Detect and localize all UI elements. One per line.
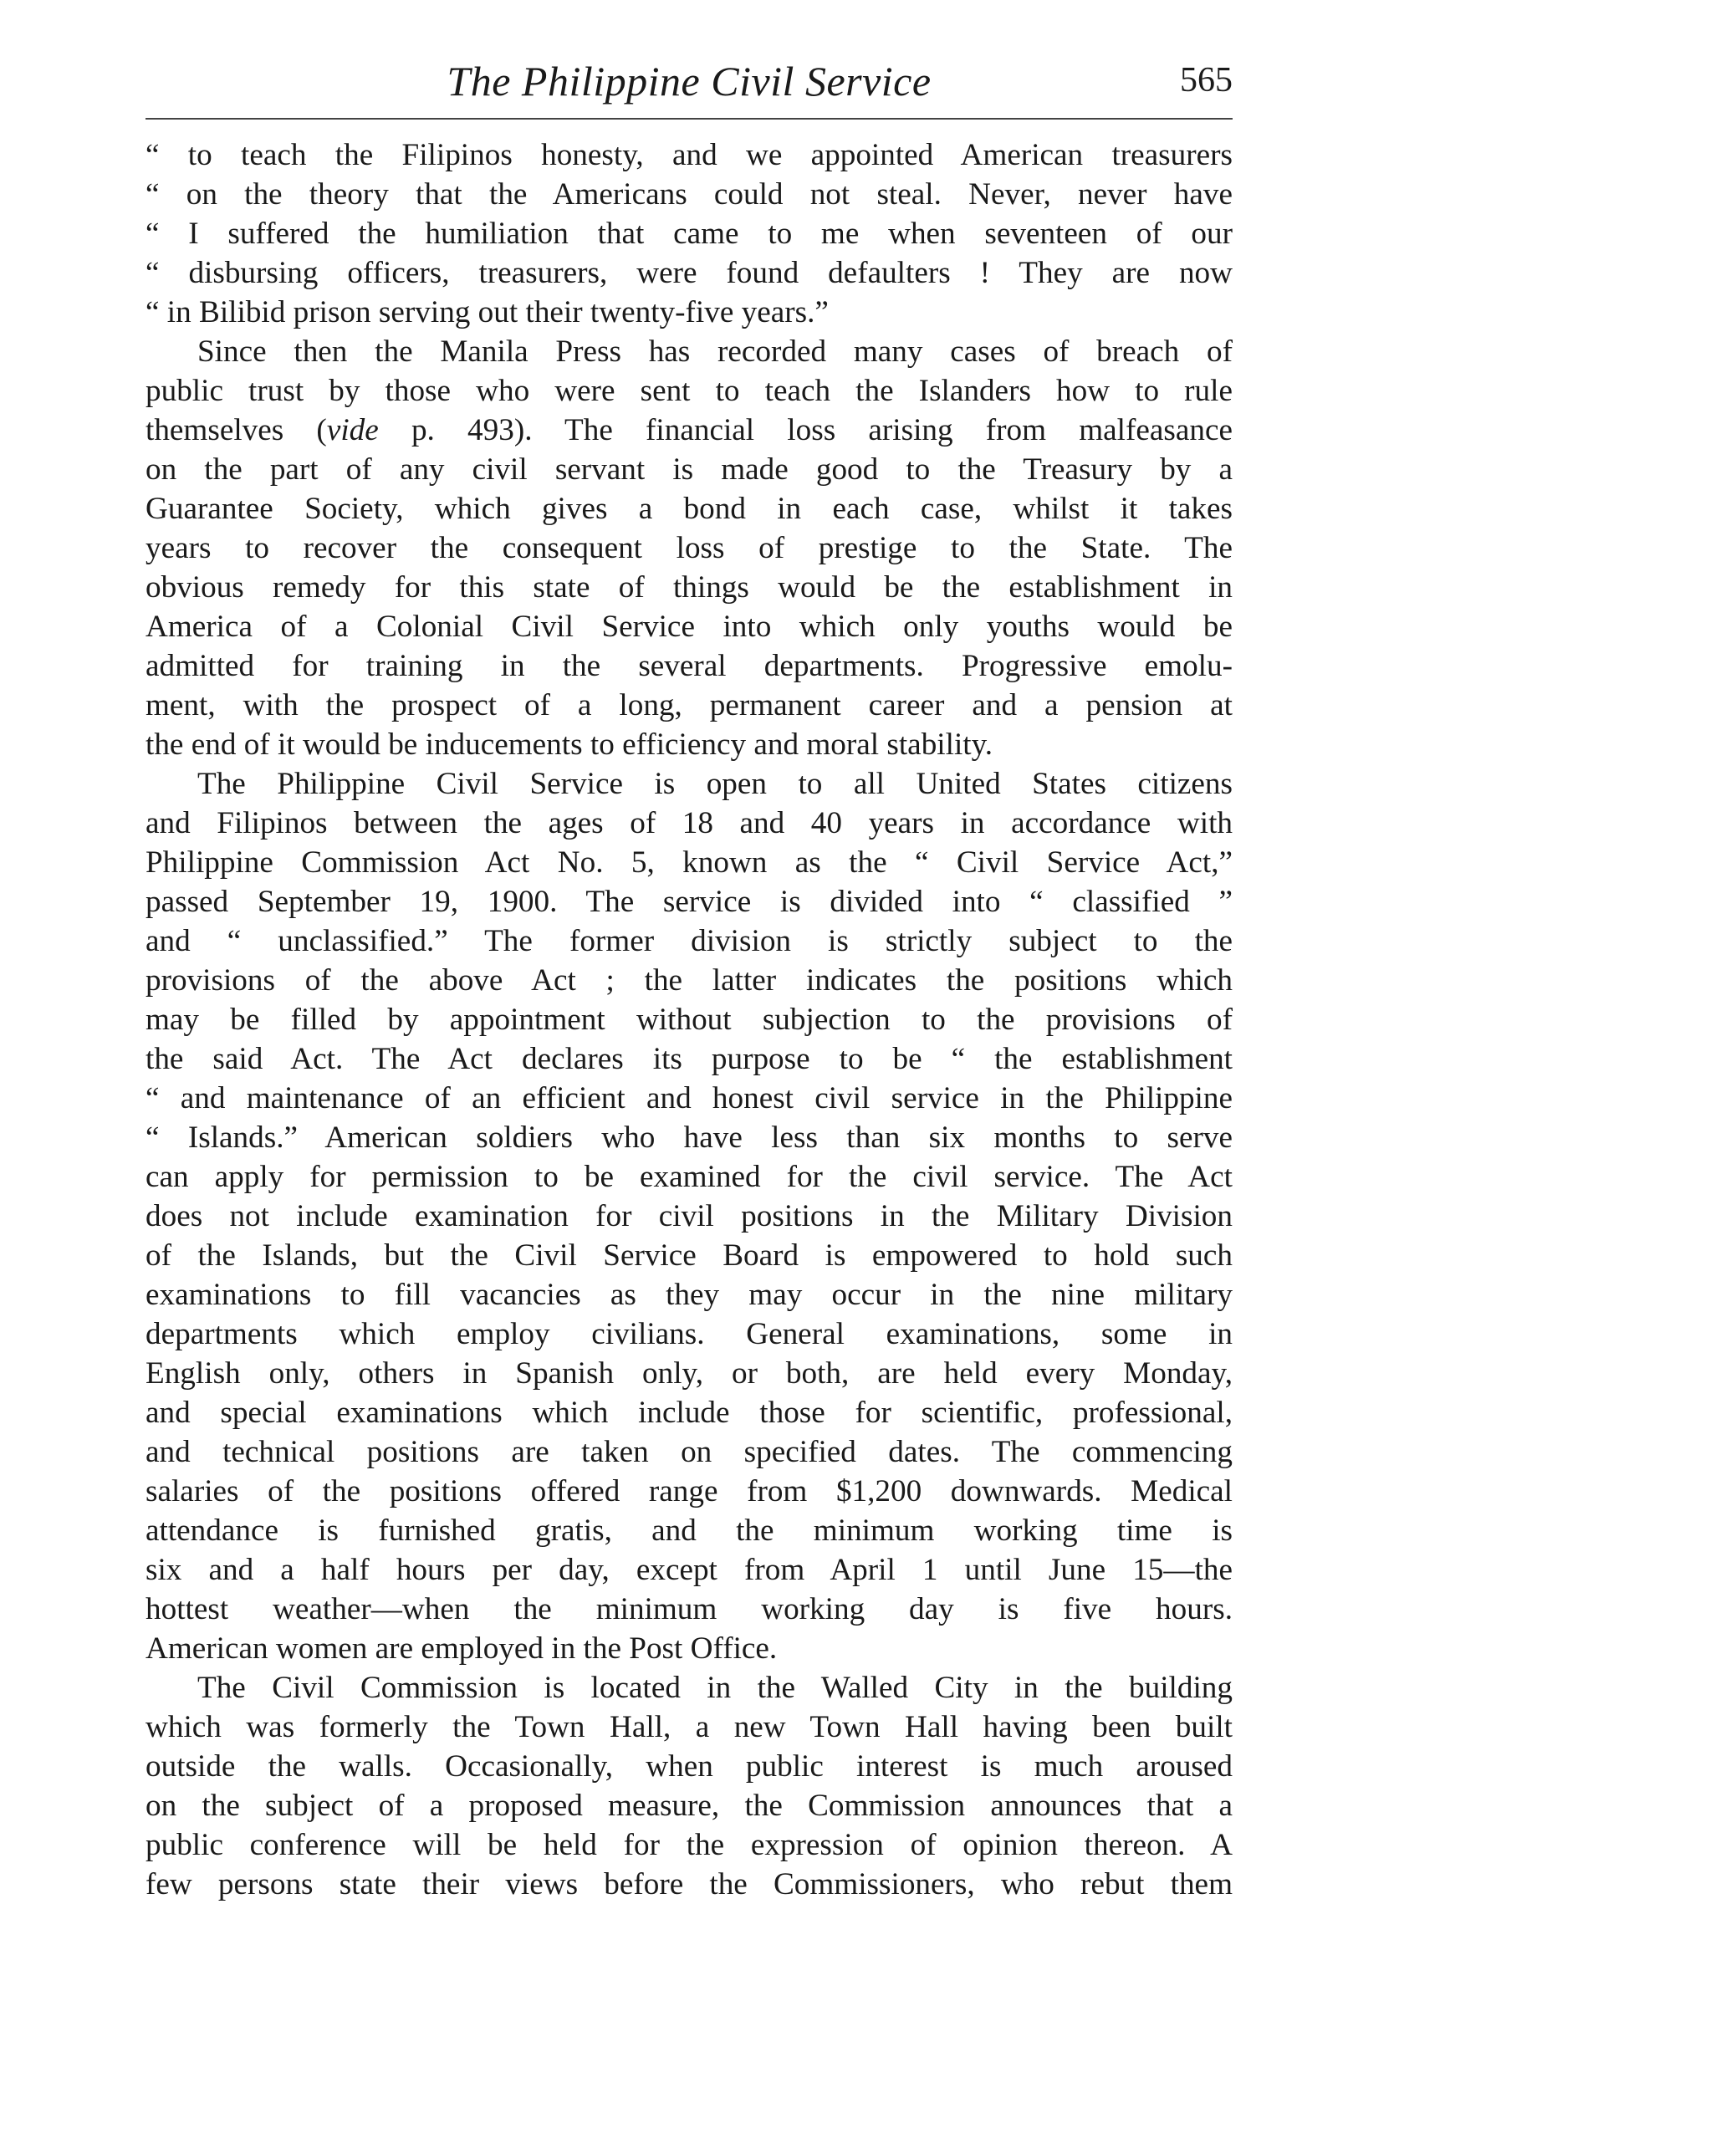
text-line: examinations to fill vacancies as they may occur in the nine military bbox=[146, 1278, 1233, 1312]
running-title: The Philippine Civil Service bbox=[447, 58, 932, 105]
text-line: outside the walls. Occasionally, when public interest is much aroused bbox=[146, 1749, 1233, 1784]
italic-vide: vide bbox=[326, 413, 379, 447]
text-line: and “ unclassified.” The former division is strictly subject to the bbox=[146, 924, 1233, 958]
text-line: themselves (vide p. 493). The financial loss arising from malfeasance bbox=[146, 413, 1233, 447]
text-line: departments which employ civilians. General examinations, some in bbox=[146, 1317, 1233, 1351]
text-line: passed September 19, 1900. The service is divided into “ classified ” bbox=[146, 885, 1233, 919]
text-line: obvious remedy for this state of things would be the establishment in bbox=[146, 570, 1233, 605]
text-line: of the Islands, but the Civil Service Board is empowered to hold such bbox=[146, 1238, 1233, 1273]
body-text bbox=[146, 135, 1233, 1904]
text-line: “ on the theory that the Americans could not steal. Never, never have bbox=[146, 177, 1233, 212]
text-line: “ to teach the Filipinos honesty, and we appointed American treasurers bbox=[146, 138, 1233, 172]
text-line: The Civil Commission is located in the Walled City in the building bbox=[197, 1671, 1233, 1705]
paragraph-breach-of-trust bbox=[146, 332, 1233, 764]
text-line: years to recover the consequent loss of prestige to the State. The bbox=[146, 531, 1233, 565]
text-line: “ Islands.” American soldiers who have less than six months to serve bbox=[146, 1120, 1233, 1155]
text-line: public conference will be held for the expression of opinion thereon. A bbox=[146, 1828, 1233, 1862]
text-line: American women are employed in the Post Office. bbox=[146, 1631, 778, 1666]
text-line: ment, with the prospect of a long, permanent career and a pension at bbox=[146, 688, 1233, 722]
text-line: on the subject of a proposed measure, the Commission announces that a bbox=[146, 1789, 1233, 1823]
text-line: attendance is furnished gratis, and the minimum working time is bbox=[146, 1513, 1233, 1548]
text-line: America of a Colonial Civil Service into which only youths would be bbox=[146, 610, 1233, 644]
text-line: hottest weather—when the minimum working day is five hours. bbox=[146, 1592, 1233, 1626]
text-line: salaries of the positions offered range from $1,200 downwards. Medical bbox=[146, 1474, 1233, 1508]
paragraph-quote-continuation bbox=[146, 135, 1233, 332]
text-line: English only, others in Spanish only, or both, are held every Monday, bbox=[146, 1356, 1233, 1391]
text-line: and Filipinos between the ages of 18 and 40 years in accordance with bbox=[146, 806, 1233, 840]
page-number: 565 bbox=[1180, 61, 1233, 100]
text-line: provisions of the above Act ; the latter indicates the positions which bbox=[146, 963, 1233, 998]
text-line: The Philippine Civil Service is open to all United States citizens bbox=[197, 767, 1233, 801]
text-line: which was formerly the Town Hall, a new Town Hall having been built bbox=[146, 1710, 1233, 1744]
text-line: and technical positions are taken on specified dates. The commencing bbox=[146, 1435, 1233, 1469]
running-head bbox=[146, 52, 1233, 119]
paragraph-civil-commission bbox=[146, 1668, 1233, 1904]
text-line: the said Act. The Act declares its purpose to be “ the establishment bbox=[146, 1042, 1233, 1076]
paragraph-civil-service-act bbox=[146, 764, 1233, 1668]
text-line: can apply for permission to be examined for the civil service. The Act bbox=[146, 1160, 1233, 1194]
text-line: admitted for training in the several departments. Progressive emolu- bbox=[146, 649, 1233, 683]
text-line: few persons state their views before the Commissioners, who rebut them bbox=[146, 1867, 1233, 1901]
text-line: may be filled by appointment without subjection to the provisions of bbox=[146, 1003, 1233, 1037]
text-line: Since then the Manila Press has recorded many cases of breach of bbox=[197, 334, 1233, 369]
header-rule bbox=[146, 118, 1233, 120]
text-line: does not include examination for civil positions in the Military Division bbox=[146, 1199, 1233, 1233]
text-line: “ disbursing officers, treasurers, were found defaulters ! They are now bbox=[146, 256, 1233, 290]
text-line: “ in Bilibid prison serving out their twenty-five years.” bbox=[146, 295, 829, 329]
text-line: on the part of any civil servant is made good to the Treasury by a bbox=[146, 452, 1233, 487]
text-line: and special examinations which include those for scientific, professional, bbox=[146, 1396, 1233, 1430]
text-line: “ and maintenance of an efficient and honest civil service in the Philippine bbox=[146, 1081, 1233, 1115]
text-line: the end of it would be inducements to efficiency and moral stability. bbox=[146, 727, 993, 762]
text-line: public trust by those who were sent to teach the Islanders how to rule bbox=[146, 374, 1233, 408]
book-page bbox=[146, 52, 1233, 1904]
text-line: “ I suffered the humiliation that came to me when seventeen of our bbox=[146, 217, 1233, 251]
text-line: six and a half hours per day, except from April 1 until June 15—the bbox=[146, 1553, 1233, 1587]
text-line: Philippine Commission Act No. 5, known as the “ Civil Service Act,” bbox=[146, 845, 1233, 880]
text-line: Guarantee Society, which gives a bond in each case, whilst it takes bbox=[146, 492, 1233, 526]
